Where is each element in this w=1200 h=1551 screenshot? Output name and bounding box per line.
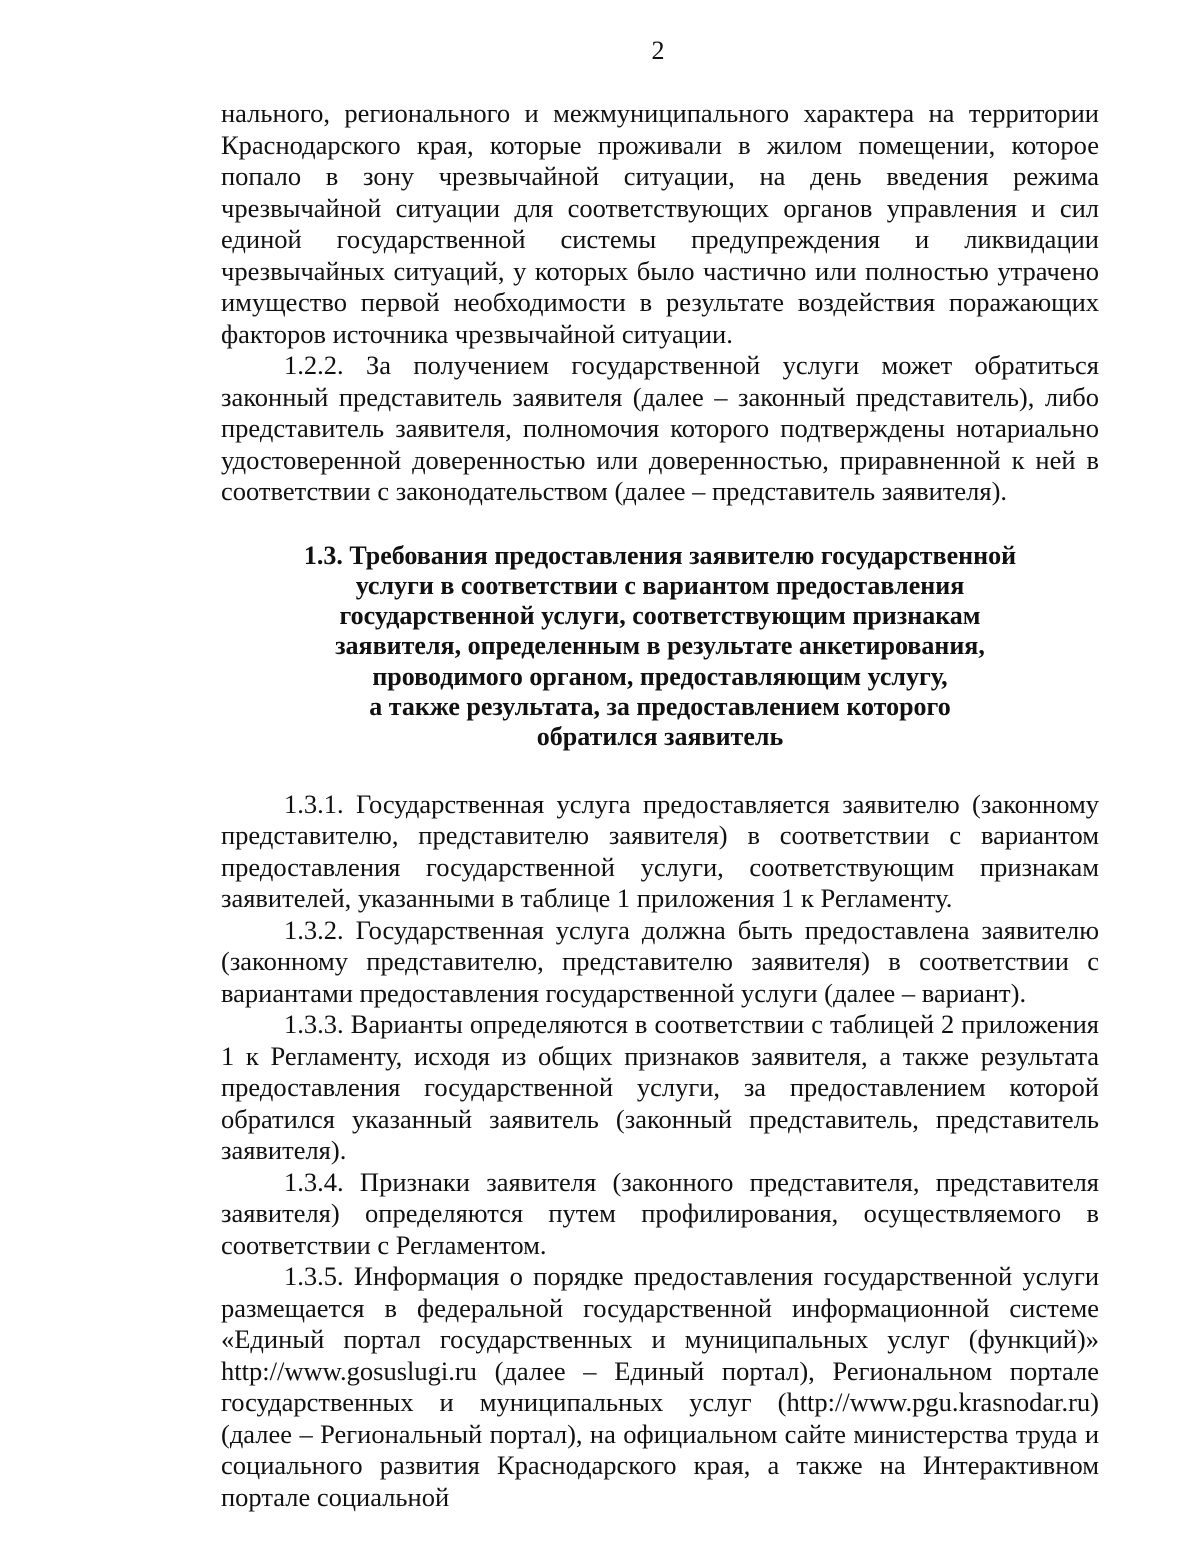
paragraph-1-3-3: 1.3.3. Варианты определяются в соответствии с таблицей 2 приложения 1 к Регламенту, исходя из общих признаков заявителя, а также результата предоставления государственной услуги, за предоставлением которой обратился указанный заявитель (законный представитель, представитель заявителя).: [221, 1009, 1099, 1166]
heading-line: а также результата, за предоставлением которого: [369, 691, 951, 721]
section-heading-1-3: [221, 541, 1099, 753]
page-number: 2: [651, 36, 665, 65]
paragraph-1-3-2: 1.3.2. Государственная услуга должна быть предоставлена заявителю (законному представителю, представителю заявителя) в соответствии с вариантами предоставления государственной услуги (далее – вариант).: [221, 914, 1099, 1008]
document-body: [221, 98, 1099, 1513]
heading-line: государственной услуги, соответствующим признакам: [339, 601, 981, 631]
paragraph-1-2-2: 1.2.2. За получением государственной услуги может обратиться законный представитель заявителя (далее – законный представитель), либо представитель заявителя, полномочия которого подтверждены нотариально удостоверенной доверенностью или доверенностью, приравненной к ней в соответствии с законодательством (далее – представитель заявителя).: [221, 350, 1099, 506]
heading-line: 1.3. Требования предоставления заявителю государственной: [303, 540, 1017, 570]
paragraph-1-3-5: 1.3.5. Информация о порядке предоставления государственной услуги размещается в федеральной государственной информационной системе «Единый портал государственных и муниципальных услуг (функций)» http://www.gosuslugi.ru (далее – Единый портал), Региональном портале государственных и муниципальных услуг (http://www.pgu.krasnodar.ru) (далее – Региональный портал), на официальном сайте министерства труда и социального развития Краснодарского края, а также на Интерактивном портале социальной: [221, 1261, 1099, 1512]
heading-line: проводимого органом, предоставляющим услугу,: [372, 661, 948, 691]
paragraph-continuation: нального, регионального и межмуниципального характера на территории Краснодарского края, которые проживали в жилом помещении, которое попало в зону чрезвычайной ситуации, на день введения режима чрезвычайной ситуации для соответствующих органов управления и сил единой государственной системы предупреждения и ликвидации чрезвычайных ситуаций, у которых было частично или полностью утрачено имущество первой необходимости в результате воздействия поражающих факторов источника чрезвычайной ситуации.: [221, 98, 1099, 349]
paragraph-1-3-1: 1.3.1. Государственная услуга предоставляется заявителю (законному представителю, представителю заявителя) в соответствии с вариантом предоставления государственной услуги, соответствующим признакам заявителей, указанными в таблице 1 приложения 1 к Регламенту.: [221, 788, 1099, 914]
paragraph-1-3-4: 1.3.4. Признаки заявителя (законного представителя, представителя заявителя) определяются путем профилирования, осуществляемого в соответствии с Регламентом.: [221, 1166, 1099, 1260]
heading-line: заявителя, определенным в результате анкетирования,: [335, 631, 985, 661]
heading-line: обратился заявитель: [536, 722, 784, 752]
heading-line: услуги в соответствии с вариантом предоставления: [355, 570, 965, 600]
